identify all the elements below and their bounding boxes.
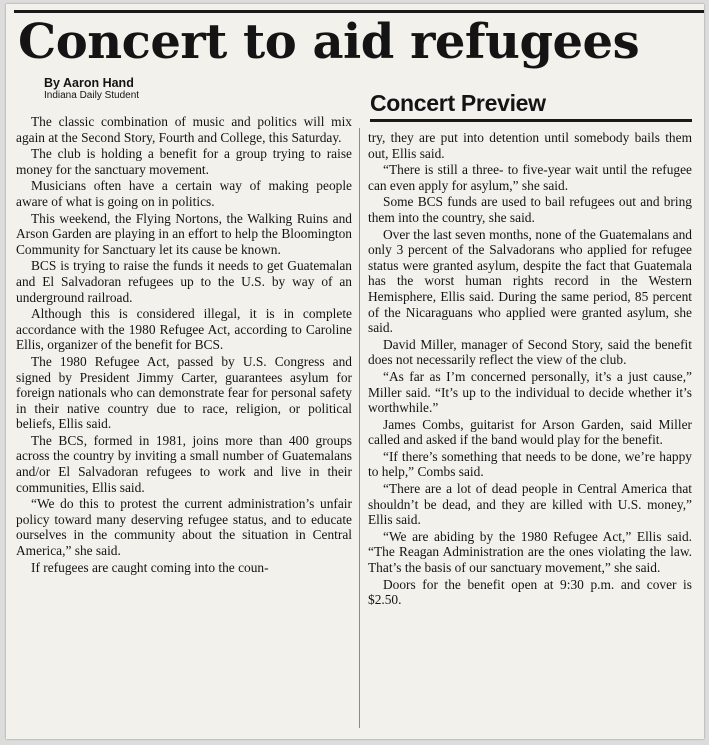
paragraph: Although this is considered illegal, it is in complete accordance with the 1980 Refugee Act, according to Caroline Ellis, organizer of the benefit for BCS. <box>16 306 352 353</box>
paragraph: BCS is trying to raise the funds it needs to get Guatemalan and El Salvadoran refugees up to the U.S. by way of an underground railroad. <box>16 258 352 305</box>
paragraph: “We do this to protest the current administration’s unfair policy toward many deserving refugee status, and to educate ourselves in the community about the situation in Central America,” she said. <box>16 496 352 559</box>
paragraph: If refugees are caught coming into the coun- <box>31 559 269 575</box>
byline-author: By Aaron Hand <box>44 76 134 90</box>
paragraph: “As far as I’m concerned personally, it’s a just cause,” Miller said. “It’s up to the individual to decide whether it’s worthwhile.” <box>368 368 692 416</box>
paragraph: David Miller, manager of Second Story, said the benefit does not necessarily reflect the view of the club. <box>368 336 692 368</box>
paragraph: Over the last seven months, none of the Guatemalans and only 3 percent of the Salvadorans who applied for refugee status were granted asylum, despite the fact that Guatemala has the worst human rights record in the Western Hemisphere, Ellis said. During the same period, 85 percent of the Nicaraguans who applied were granted asylum, she said. <box>368 226 692 336</box>
paragraph: Doors for the benefit open at 9:30 p.m. and cover is $2.50. <box>368 576 692 608</box>
paragraph: “If there’s something that needs to be done, we’re happy to help,” Combs said. <box>368 448 692 480</box>
byline <box>44 76 139 102</box>
article-column-right <box>368 130 692 609</box>
top-rule <box>14 10 704 13</box>
paragraph: try, they are put into detention until somebody bails them out, Ellis said. <box>368 130 692 161</box>
paragraph: This weekend, the Flying Nortons, the Walking Ruins and Arson Garden are playing in an effort to help the Bloomington Community for Sanctuary let its cause be known. <box>16 210 352 257</box>
paragraph: Some BCS funds are used to bail refugees out and bring them into the country, she said. <box>368 194 692 225</box>
paragraph: “There are a lot of dead people in Central America that shouldn’t be dead, and they are killed with U.S. money,” Ellis said. <box>368 481 692 528</box>
headline: Concert to aid refugees <box>18 14 640 70</box>
paragraph: Musicians often have a certain way of making people aware of what is going on in politics. <box>16 178 352 209</box>
paragraph: The 1980 Refugee Act, passed by U.S. Congress and signed by President Jimmy Carter, guarantees asylum for foreign nationals who can demonstrate fear for personal safety in their native country due to race, religion, or political beliefs, Ellis said. <box>16 353 352 432</box>
article-column-left <box>16 114 352 576</box>
byline-organization: Indiana Daily Student <box>44 90 140 101</box>
paragraph: James Combs, guitarist for Arson Garden, said Miller called and asked if the band would play for the benefit. <box>368 416 692 448</box>
paragraph: The classic combination of music and politics will mix again at the Second Story, Fourth and College, this Saturday. <box>16 114 352 145</box>
paragraph: The BCS, formed in 1981, joins more than 400 groups across the country by inviting a small number of Guatemalans and/or El Salvadoran refugees to work and live in their communities, Ellis said. <box>16 432 352 495</box>
paragraph: The club is holding a benefit for a group trying to raise money for the sanctuary movement. <box>16 146 352 177</box>
concert-preview-label: Concert Preview <box>370 90 692 122</box>
column-divider <box>359 128 360 728</box>
paragraph: “We are abiding by the 1980 Refugee Act,” Ellis said. “The Reagan Administration are the ones violating the law. That’s the basis of our sanctuary movement,” she said. <box>368 528 692 576</box>
paragraph: “There is still a three- to five-year wait until the refugee can even apply for asylum,” she said. <box>368 162 692 193</box>
